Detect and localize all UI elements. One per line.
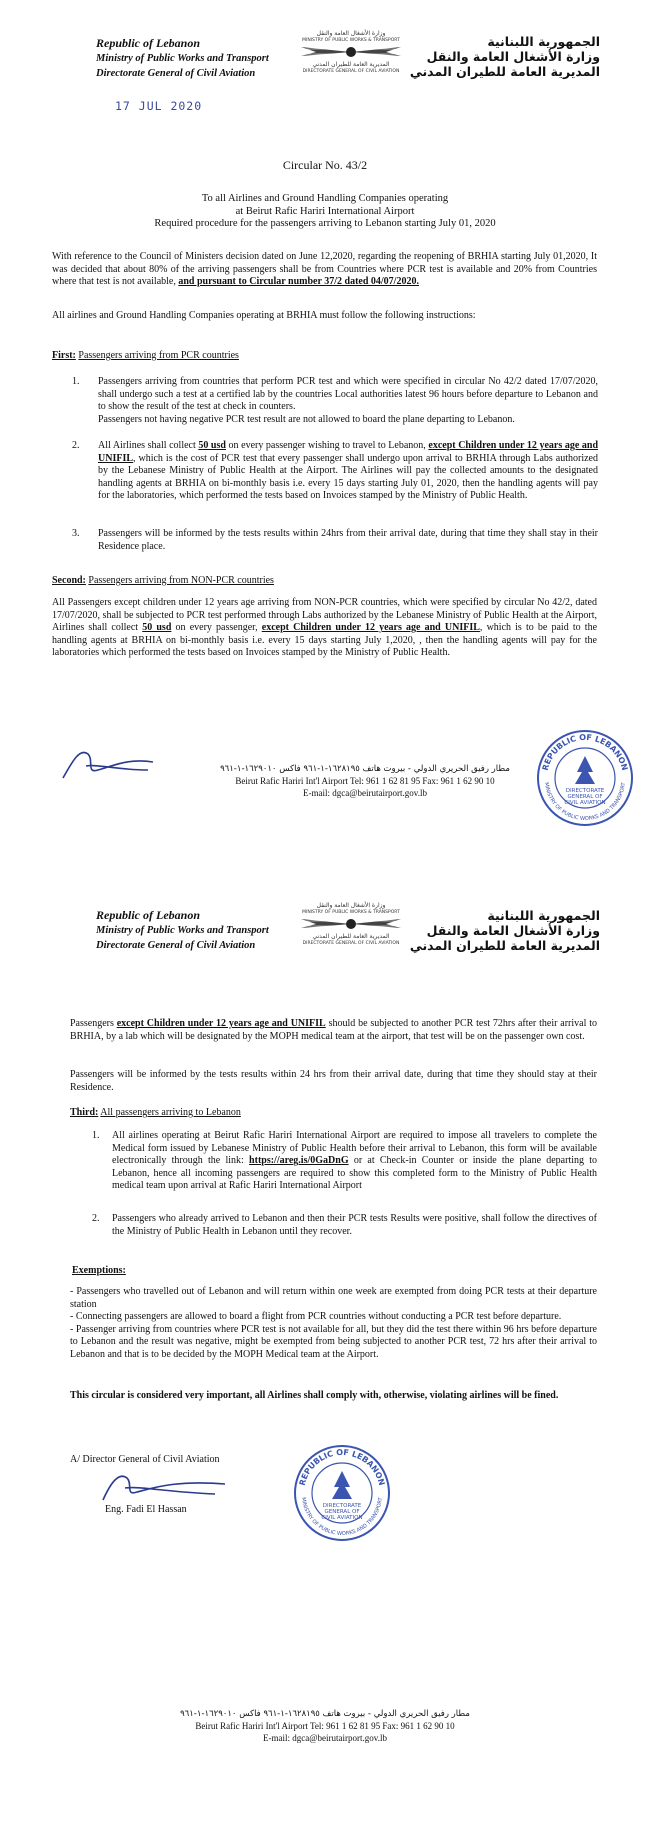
exception-children-unifil: except Children under 12 years age and UNIFIL	[98, 440, 599, 464]
exemption-item: - Passenger arriving from countries where PCR test is not available for all, but they did the test there within 96 hrs before departure to Lebanon and the result was negative, might be exempted from being subjected to another PCR test, 72 hrs after their arrival to Lebanon and that is to be decided by the MOPH Medical team at the Airport.	[70, 1323, 597, 1360]
first-item-3: Passengers will be informed by the tests results within 24hrs from their arrival date, during that time they shall stay in their Residence place.	[98, 528, 598, 552]
header-arabic	[400, 908, 600, 953]
intro-paragraph	[52, 251, 597, 289]
second-text-b: on every passenger,	[175, 622, 258, 634]
section-first-heading	[52, 350, 452, 363]
section-second-paragraph: All Passengers except children under 12 years age arriving from NON-PCR countries, which were specified by circular No 42/2, dated 17/07/2020, shall be subjected to PCR test performed through Labs authorized by the Lebanese Ministry of Public Health at the Airport, Airlines shall collect 50 usd on every passenger, except Children under 12 years age and UNIFIL, which is to be paid to the handling agents at BRHIA on bi-monthly basis i.e. every 15 days starting July 1,2020, , then the handling agents will pay for the laboratories which performed the tests based on Invoices stamped by the Ministry of Public Health.	[52, 597, 598, 659]
seal-bottom-text: MINISTRY OF PUBLIC WORKS AND TRANSPORT	[543, 782, 627, 823]
emblem-arabic-bottom: المديرية العامة للطيران المدني	[312, 933, 390, 940]
seal-bottom-text: MINISTRY OF PUBLIC WORKS AND TRANSPORT	[300, 1497, 384, 1538]
addressee-line-1: To all Airlines and Ground Handling Companies operating	[201, 193, 449, 204]
header-english	[96, 908, 306, 953]
item-number: 1.	[92, 1130, 100, 1141]
section-third-title: All passengers arriving to Lebanon	[100, 1107, 241, 1118]
exemption-item: - Connecting passengers are allowed to board a flight from PCR countries without conducting a PCR test before departure.	[70, 1311, 562, 1323]
header-directorate: Directorate General of Civil Aviation	[96, 940, 256, 951]
first-item-1-note: Passengers not having negative PCR test result are not allowed to board the plane departing to Lebanon.	[98, 413, 515, 425]
emblem-arabic-bottom: المديرية العامة للطيران المدني	[312, 61, 390, 68]
page2-p1-text-a: Passengers	[70, 1018, 114, 1029]
first-item-2	[98, 440, 598, 503]
emblem-arabic-top: وزارة الأشغال العامة والنقل	[316, 30, 386, 37]
second-text-c: which is to be paid to the handling agents at BRHIA on bi-monthly basis i.e. every 15 days starting July 1,2020, , then the handling agents will pay for the laboratories which performed the tests based on Invoices stamped by the Ministry of Public Health.	[52, 622, 598, 659]
header-arabic-republic: الجمهورية اللبنانية	[487, 908, 600, 923]
first-item-2-text-a: All Airlines shall collect	[98, 440, 196, 451]
first-item-1	[98, 376, 598, 426]
footer-address: Beirut Rafic Hariri Int'l Airport Tel: 961 1 62 81 95 Fax: 961 1 62 90 10	[235, 776, 495, 786]
exemption-item: - Passengers who travelled out of Lebanon and will return within one week are exempted from doing PCR tests at their departure station	[70, 1286, 597, 1310]
seal-inner-text: CIVIL AVIATION	[564, 800, 606, 806]
seal-inner-text: GENERAL OF	[567, 794, 603, 800]
official-seal-icon	[535, 728, 635, 828]
header-arabic-republic: الجمهورية اللبنانية	[487, 34, 600, 49]
header-emblem	[286, 902, 416, 947]
fee-amount: 50 usd	[198, 440, 226, 451]
header-english	[96, 36, 306, 81]
header-arabic-ministry: وزارة الأشغال العامة والنقل	[426, 923, 600, 938]
emblem-english-bottom: DIRECTORATE GENERAL OF CIVIL AVIATION	[302, 69, 400, 74]
footer-contact	[0, 1708, 650, 1744]
third-item-1-text-a: All airlines operating at Beirut Rafic Hariri International Airport are required to impose all travelers to complete the Medical form issued by Lebanese Ministry of Public Health before their arrival to Lebanon, this form will be available electronically through the link:	[112, 1130, 597, 1167]
first-item-2-text-c: , which is the cost of PCR test that every passenger shall undergo upon arrival to BRHIA through Labs authorized by the Lebanese Ministry of Public Health at the Airport.	[98, 452, 598, 477]
footer-email: E-mail: dgca@beirutairport.gov.lb	[303, 788, 427, 798]
exception-children-unifil: except Children under 12 years age and UNIFIL	[116, 1018, 326, 1029]
signatory-name: Eng. Fadi El Hassan	[105, 1504, 187, 1515]
circular-page-1	[0, 0, 650, 890]
seal-inner-text: GENERAL OF	[324, 1509, 360, 1515]
circular-page-2	[0, 902, 650, 1836]
footer-arabic-contact: مطار رفيق الحريري الدولي - بيروت هاتف ١٦٢٨١٩٥-١-٩٦١ فاكس ١٦٢٩٠١٠-١-٩٦١	[180, 1709, 470, 1719]
first-item-2-text-b: on every passenger wishing to travel to Lebanon,	[228, 440, 426, 451]
page2-paragraph-2: Passengers will be informed by the tests results within 24 hrs from their arrival date, during that time they should stay at their Residence.	[70, 1069, 597, 1093]
first-item-1-text: Passengers arriving from countries that perform PCR test and which were specified in circular No 42/2 dated 17/07/2020, shall undergo such a test at a certified lab by the countries Local authorities latest 96 hours before departure to Lebanon and to show the result of the test at check in counters.	[98, 376, 598, 413]
intro-text: With reference to the Council of Ministers decision dated on June 12,2020, regarding the reopening of BRHIA starting July 01,2020, It was decided that about 80% of the arriving passengers shall be from Countries where PCR test is available and 20% from Countries where that test is not available,	[52, 251, 597, 288]
item-number: 2.	[72, 440, 80, 451]
addressee-line-3: Required procedure for the passengers arriving to Lebanon starting July 01, 2020	[154, 218, 496, 229]
header-ministry: Ministry of Public Works and Transport	[96, 925, 269, 936]
section-first-label: First:	[52, 350, 76, 361]
third-item-1-text-b: or at Check-in Counter or inside the plane departing to Lebanon, hence all incoming passengers are required to show this completed form to the Ministry of Public Health medical team upon arrival at Rafic Hariri International Airport	[112, 1155, 598, 1192]
fee-amount: 50 usd	[142, 622, 172, 634]
third-item-1	[112, 1130, 597, 1193]
item-number: 3.	[72, 528, 80, 539]
header-republic: Republic of Lebanon	[96, 908, 200, 922]
addressee-line-2: at Beirut Rafic Hariri International Airport	[235, 205, 415, 217]
exception-children-unifil: except Children under 12 years age and UNIFIL	[261, 622, 480, 634]
intro-circular-reference: and pursuant to Circular number 37/2 dated 04/07/2020.	[178, 276, 419, 288]
section-second-heading	[52, 575, 452, 588]
section-third-heading	[70, 1107, 470, 1120]
emblem-english-top: MINISTRY OF PUBLIC WORKS & TRANSPORT	[302, 38, 400, 43]
section-third-label: Third:	[70, 1107, 99, 1118]
header-arabic-ministry: وزارة الأشغال العامة والنقل	[426, 49, 600, 64]
header-directorate: Directorate General of Civil Aviation	[96, 68, 256, 79]
addressee-block	[0, 193, 650, 231]
closing-statement: This circular is considered very important, all Airlines shall comply with, otherwise, violating airlines will be fined.	[70, 1390, 559, 1401]
instruction-line: All airlines and Ground Handling Companies operating at BRHIA must follow the following instructions:	[52, 310, 476, 321]
circular-number: Circular No. 43/2	[282, 158, 368, 172]
header-emblem	[286, 30, 416, 75]
item-number: 2.	[92, 1213, 100, 1224]
third-item-2: Passengers who already arrived to Lebanon and then their PCR tests Results were positive, shall follow the directives of the Ministry of Public Health in Lebanon until they recover.	[112, 1213, 597, 1237]
aviation-wings-icon	[296, 916, 406, 932]
section-first-title: Passengers arriving from PCR countries	[78, 350, 239, 361]
page2-p1-text-b: should be subjected to another PCR test 72hrs after their arrival to BRHIA, by a lab which will be designated by the MOPH medical team at the airport, that test will be on the passenger own cost.	[70, 1018, 597, 1042]
section-second-label: Second:	[52, 575, 86, 586]
header-republic: Republic of Lebanon	[96, 36, 200, 50]
emblem-arabic-top: وزارة الأشغال العامة والنقل	[316, 902, 386, 909]
seal-inner-text: CIVIL AVIATION	[321, 1515, 363, 1521]
exemptions-heading: Exemptions:	[72, 1265, 126, 1276]
seal-top-text: REPUBLIC OF LEBANON	[540, 732, 630, 772]
second-text-a: All Passengers except children under 12 years age arriving from NON-PCR countries, which were specified by circular No 42/2, dated 17/07/2020, shall be subjected to PCR test performed through Labs authorized by the Lebanese Ministry of Public Health at the Airport, Airlines shall collect	[52, 597, 597, 634]
header-arabic-directorate: المديرية العامة للطيران المدني	[409, 64, 600, 79]
signatory-title: A/ Director General of Civil Aviation	[70, 1454, 220, 1465]
section-second-title: Passengers arriving from NON-PCR countries	[88, 575, 274, 586]
first-item-2-payment: The Airlines will pay the collected amounts to the designated handling agents at BRHIA on bi-monthly basis i.e. every 15 days starting July 01, 2020, then the handling agents will pay for the laboratories, which performed the tests based on Invoices stamped by the Ministry of Public Health.	[98, 465, 598, 502]
header-arabic-directorate: المديرية العامة للطيران المدني	[409, 938, 600, 953]
footer-address: Beirut Rafic Hariri Int'l Airport Tel: 961 1 62 81 95 Fax: 961 1 62 90 10	[195, 1721, 455, 1731]
seal-inner-text: DIRECTORATE	[322, 1503, 362, 1509]
medical-form-link[interactable]: https://areg.is/0GaDnG	[249, 1155, 349, 1167]
emblem-english-bottom: DIRECTORATE GENERAL OF CIVIL AVIATION	[302, 941, 400, 946]
page2-paragraph-1	[70, 1018, 597, 1043]
footer-email: E-mail: dgca@beirutairport.gov.lb	[263, 1733, 387, 1743]
header-ministry: Ministry of Public Works and Transport	[96, 53, 269, 64]
exemptions-list	[70, 1286, 597, 1362]
footer-arabic-contact: مطار رفيق الحريري الدولي - بيروت هاتف ١٦٢٨١٩٥-١-٩٦١ فاكس ١٦٢٩٠١٠-١-٩٦١	[220, 764, 510, 774]
seal-top-text: REPUBLIC OF LEBANON	[297, 1447, 387, 1487]
official-seal-icon	[292, 1443, 392, 1543]
aviation-wings-icon	[296, 44, 406, 60]
seal-inner-text: DIRECTORATE	[565, 788, 605, 794]
item-number: 1.	[72, 376, 80, 387]
received-date-stamp: 17 JUL 2020	[115, 99, 203, 113]
emblem-english-top: MINISTRY OF PUBLIC WORKS & TRANSPORT	[302, 910, 400, 915]
header-arabic	[400, 34, 600, 79]
